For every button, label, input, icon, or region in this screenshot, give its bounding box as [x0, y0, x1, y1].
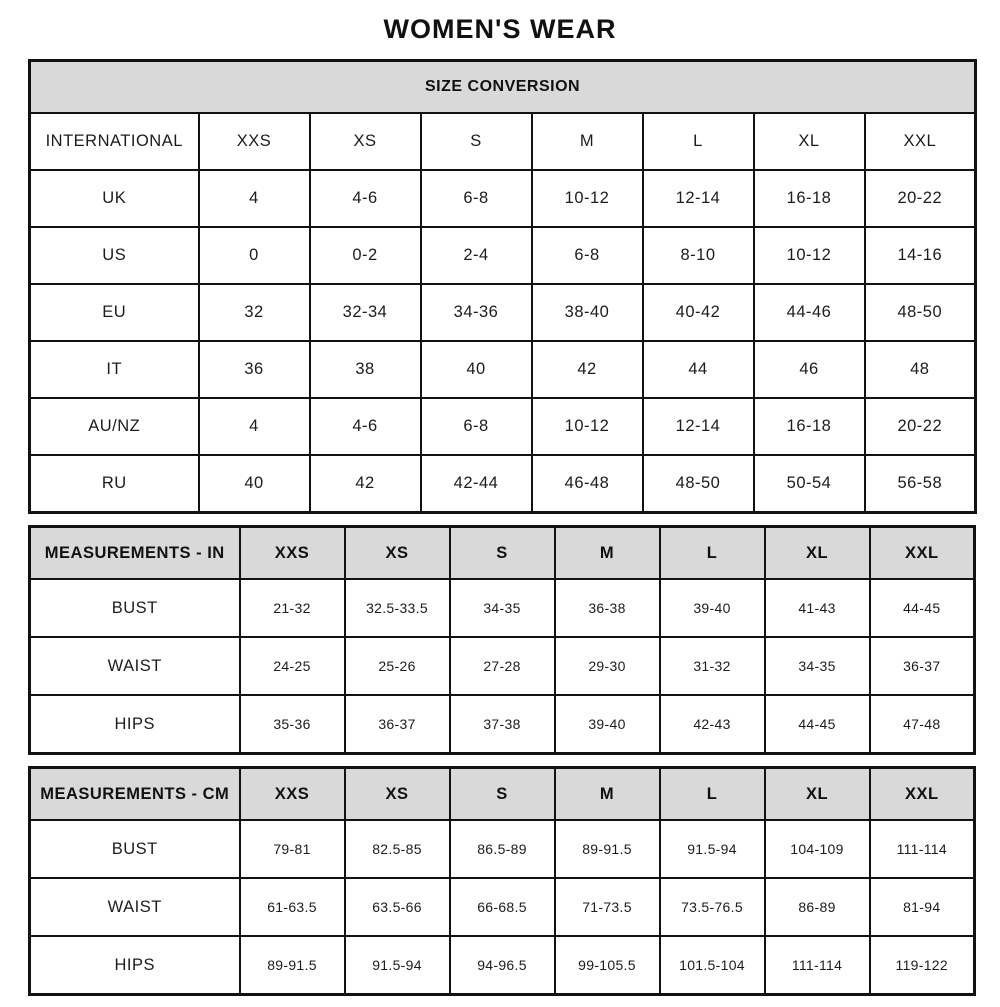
column-header: XL: [765, 768, 870, 821]
table-row: [30, 820, 975, 878]
table-cell: 21-32: [240, 579, 345, 637]
measurements-in-table: [28, 525, 976, 755]
column-header: XS: [345, 527, 450, 580]
table-cell: 6-8: [421, 170, 532, 227]
table-cell: 38-40: [532, 284, 643, 341]
table-cell: 25-26: [345, 637, 450, 695]
column-header: M: [532, 113, 643, 170]
table-cell: 0: [199, 227, 310, 284]
table-cell: 35-36: [240, 695, 345, 754]
table-cell: 4-6: [310, 398, 421, 455]
table-cell: 73.5-76.5: [660, 878, 765, 936]
table-row: [30, 637, 975, 695]
table-cell: 40-42: [643, 284, 754, 341]
column-header: XS: [310, 113, 421, 170]
table-cell: 111-114: [765, 936, 870, 995]
column-header: S: [450, 768, 555, 821]
table-cell: 48-50: [643, 455, 754, 513]
table-row: [30, 284, 976, 341]
table-cell: 42-43: [660, 695, 765, 754]
table-cell: 34-35: [450, 579, 555, 637]
table-cell: 38: [310, 341, 421, 398]
table-cell: 12-14: [643, 398, 754, 455]
table-cell: 4: [199, 170, 310, 227]
table-row: [30, 227, 976, 284]
table-cell: 86-89: [765, 878, 870, 936]
table-cell: 40: [199, 455, 310, 513]
column-header: XXS: [199, 113, 310, 170]
table-cell: 20-22: [865, 398, 976, 455]
table-banner-row: [30, 61, 976, 114]
table-cell: 71-73.5: [555, 878, 660, 936]
table-cell: 79-81: [240, 820, 345, 878]
table-cell: 119-122: [870, 936, 975, 995]
table-cell: 89-91.5: [240, 936, 345, 995]
table-cell: 40: [421, 341, 532, 398]
row-label: IT: [30, 341, 199, 398]
table-cell: 82.5-85: [345, 820, 450, 878]
table-cell: 4-6: [310, 170, 421, 227]
row-label: HIPS: [30, 936, 240, 995]
column-header: XXL: [870, 768, 975, 821]
row-label: WAIST: [30, 637, 240, 695]
table-cell: 20-22: [865, 170, 976, 227]
table-cell: 32.5-33.5: [345, 579, 450, 637]
table-cell: 42: [310, 455, 421, 513]
row-label: UK: [30, 170, 199, 227]
column-header: XXS: [240, 768, 345, 821]
row-label: US: [30, 227, 199, 284]
table-cell: 44-46: [754, 284, 865, 341]
table-row: [30, 398, 976, 455]
column-header-label: INTERNATIONAL: [30, 113, 199, 170]
table-cell: 10-12: [532, 170, 643, 227]
table-cell: 31-32: [660, 637, 765, 695]
table-cell: 42: [532, 341, 643, 398]
table-cell: 42-44: [421, 455, 532, 513]
table-row: [30, 341, 976, 398]
page: [28, 0, 972, 996]
table-row: [30, 936, 975, 995]
table-cell: 44: [643, 341, 754, 398]
table-title: MEASUREMENTS - CM: [30, 768, 240, 821]
table-cell: 34-35: [765, 637, 870, 695]
table-cell: 29-30: [555, 637, 660, 695]
table-cell: 66-68.5: [450, 878, 555, 936]
column-header: S: [421, 113, 532, 170]
table-cell: 89-91.5: [555, 820, 660, 878]
column-header: L: [660, 768, 765, 821]
table-cell: 44-45: [870, 579, 975, 637]
table-cell: 8-10: [643, 227, 754, 284]
row-label: BUST: [30, 820, 240, 878]
table-cell: 10-12: [754, 227, 865, 284]
table-cell: 50-54: [754, 455, 865, 513]
table-header-row: [30, 768, 975, 821]
table-cell: 47-48: [870, 695, 975, 754]
table-cell: 46-48: [532, 455, 643, 513]
column-header: XL: [765, 527, 870, 580]
table-cell: 14-16: [865, 227, 976, 284]
table-cell: 36: [199, 341, 310, 398]
table-cell: 16-18: [754, 170, 865, 227]
table-cell: 6-8: [532, 227, 643, 284]
table-banner: SIZE CONVERSION: [30, 61, 976, 114]
table-cell: 39-40: [555, 695, 660, 754]
table-cell: 6-8: [421, 398, 532, 455]
table-cell: 48: [865, 341, 976, 398]
table-cell: 37-38: [450, 695, 555, 754]
column-header: XL: [754, 113, 865, 170]
table-cell: 36-37: [345, 695, 450, 754]
table-cell: 10-12: [532, 398, 643, 455]
table-cell: 36-37: [870, 637, 975, 695]
table-cell: 12-14: [643, 170, 754, 227]
column-header: S: [450, 527, 555, 580]
table-cell: 4: [199, 398, 310, 455]
row-label: RU: [30, 455, 199, 513]
table-cell: 24-25: [240, 637, 345, 695]
table-cell: 34-36: [421, 284, 532, 341]
measurements-cm-table: [28, 766, 976, 996]
row-label: AU/NZ: [30, 398, 199, 455]
table-cell: 111-114: [870, 820, 975, 878]
table-cell: 32: [199, 284, 310, 341]
table-cell: 86.5-89: [450, 820, 555, 878]
table-cell: 91.5-94: [345, 936, 450, 995]
row-label: HIPS: [30, 695, 240, 754]
row-label: BUST: [30, 579, 240, 637]
column-header: L: [643, 113, 754, 170]
row-label: WAIST: [30, 878, 240, 936]
table-cell: 91.5-94: [660, 820, 765, 878]
column-header: M: [555, 527, 660, 580]
table-cell: 61-63.5: [240, 878, 345, 936]
column-header: M: [555, 768, 660, 821]
table-cell: 27-28: [450, 637, 555, 695]
table-cell: 81-94: [870, 878, 975, 936]
table-cell: 63.5-66: [345, 878, 450, 936]
column-header: XXS: [240, 527, 345, 580]
table-row: [30, 579, 975, 637]
table-cell: 0-2: [310, 227, 421, 284]
table-cell: 101.5-104: [660, 936, 765, 995]
table-cell: 39-40: [660, 579, 765, 637]
column-header: XXL: [870, 527, 975, 580]
table-cell: 44-45: [765, 695, 870, 754]
table-row: [30, 695, 975, 754]
page-title: WOMEN'S WEAR: [383, 14, 617, 44]
table-row: [30, 170, 976, 227]
table-header-row: [30, 527, 975, 580]
column-header: L: [660, 527, 765, 580]
table-cell: 48-50: [865, 284, 976, 341]
table-title: MEASUREMENTS - IN: [30, 527, 240, 580]
table-cell: 56-58: [865, 455, 976, 513]
table-cell: 2-4: [421, 227, 532, 284]
column-header: XXL: [865, 113, 976, 170]
table-cell: 36-38: [555, 579, 660, 637]
size-conversion-table: [28, 59, 977, 514]
table-row: [30, 878, 975, 936]
table-cell: 104-109: [765, 820, 870, 878]
table-cell: 32-34: [310, 284, 421, 341]
column-header: XS: [345, 768, 450, 821]
column-header-row: [30, 113, 976, 170]
table-cell: 46: [754, 341, 865, 398]
table-cell: 16-18: [754, 398, 865, 455]
table-row: [30, 455, 976, 513]
table-cell: 94-96.5: [450, 936, 555, 995]
row-label: EU: [30, 284, 199, 341]
table-cell: 41-43: [765, 579, 870, 637]
table-cell: 99-105.5: [555, 936, 660, 995]
